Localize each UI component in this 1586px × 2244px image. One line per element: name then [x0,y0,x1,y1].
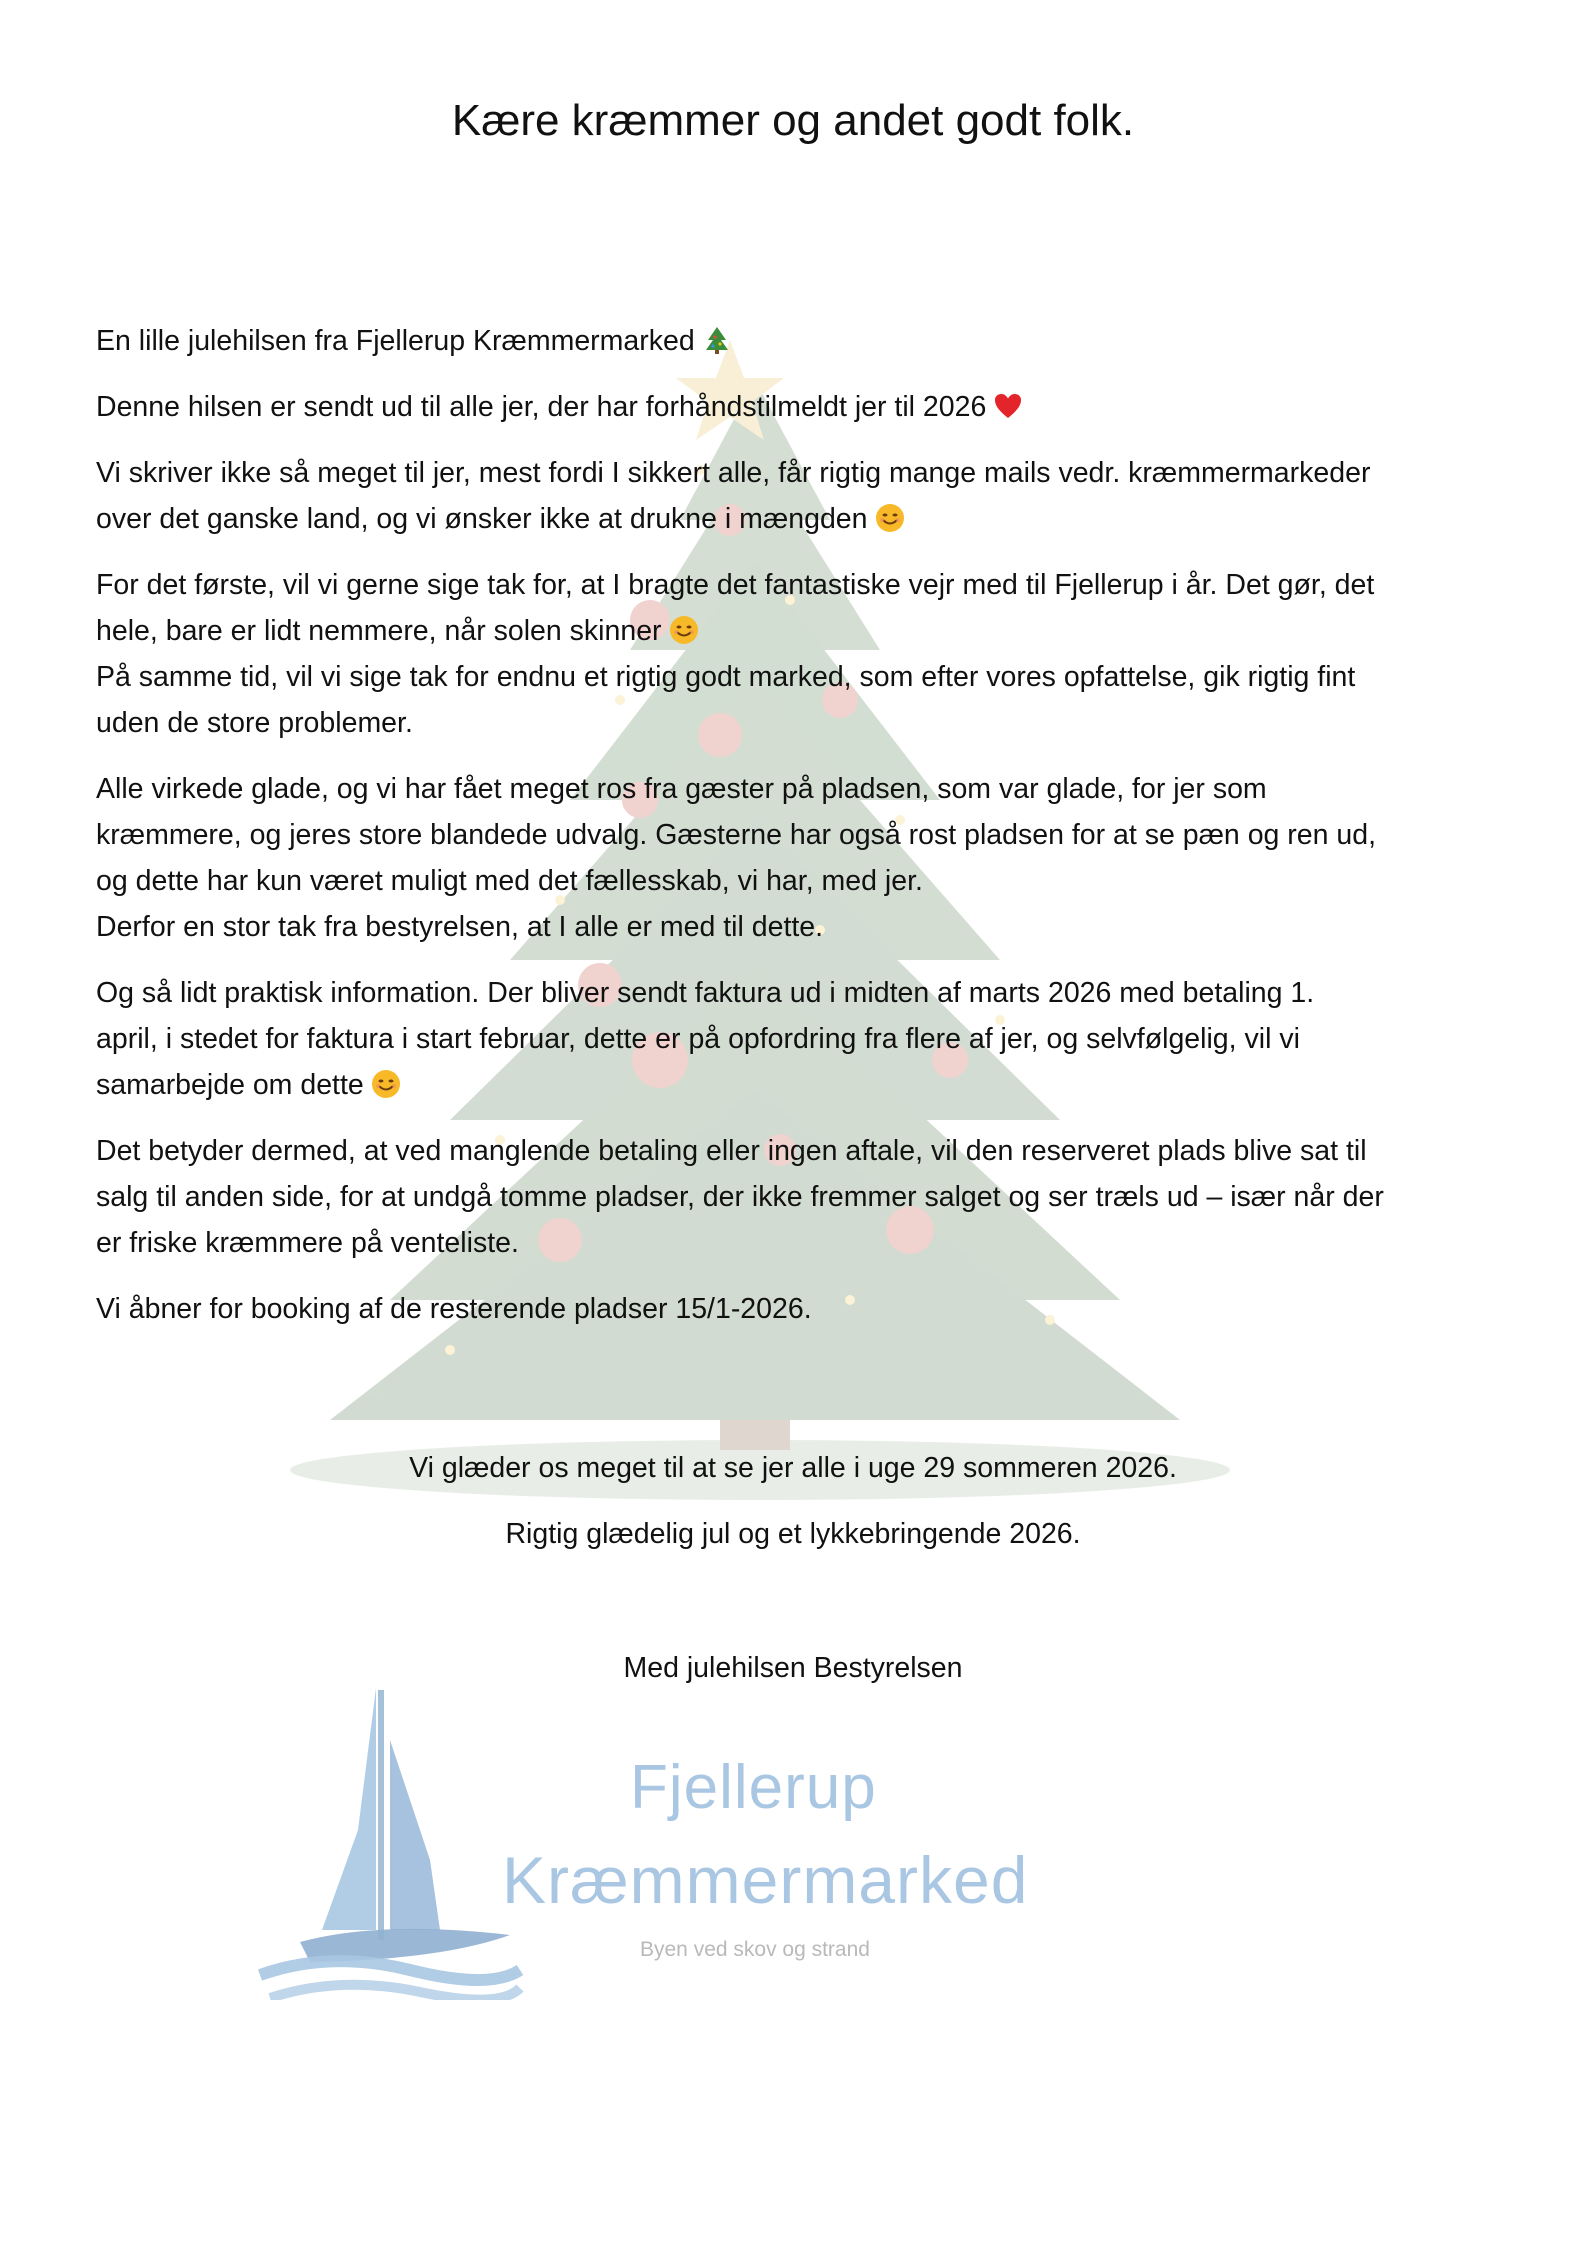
christmas-tree-emoji [701,324,733,356]
paragraph-line: Alle virkede glade, og vi har fået meget ros fra gæster på pladsen, som var glade, for jer som [96,773,1267,805]
smiling-face-emoji [874,502,906,534]
paragraph-line: samarbejde om dette [96,1069,364,1101]
letter-paragraph [96,384,1516,430]
letter-paragraph [96,970,1516,1108]
letter-paragraph [96,450,1516,542]
paragraph-line: Og så lidt praktisk information. Der bliver sendt faktura ud i midten af marts 2026 med betaling 1. [96,977,1315,1009]
smiling-face-emoji [668,614,700,646]
paragraph-line: For det første, vil vi gerne sige tak for, at I bragte det fantastiske vejr med til Fjellerup i år. Det gør, det [96,569,1375,601]
red-heart-emoji [992,390,1024,422]
smiling-face-emoji [370,1068,402,1100]
paragraph-line: april, i stedet for faktura i start februar, dette er på opfordring fra flere af jer, og selvfølgelig, vil vi [96,1023,1300,1055]
paragraph-line: Derfor en stor tak fra bestyrelsen, at I alle er med til dette. [96,911,824,943]
paragraph-line: og dette har kun været muligt med det fællesskab, vi har, med jer. [96,865,923,897]
letter-paragraph [96,562,1516,746]
logo-name-line1: Fjellerup [630,1753,877,1822]
letter-paragraph [96,766,1516,950]
letter-title: Kære kræmmer og andet godt folk. [451,96,1135,145]
paragraph-line: Vi skriver ikke så meget til jer, mest fordi I sikkert alle, får rigtig mange mails vedr. kræmmermarkeder [96,457,1371,489]
sailboat-icon [240,1680,540,2000]
logo-tagline: Byen ved skov og strand [640,1938,870,1961]
paragraph-line: Det betyder dermed, at ved manglende betaling eller ingen aftale, vil den reserveret plads blive sat til [96,1135,1367,1167]
paragraph-line: kræmmere, og jeres store blandede udvalg. Gæsterne har også rost pladsen for at se pæn og ren ud, [96,819,1377,851]
paragraph-line: hele, bare er lidt nemmere, når solen skinner [96,615,662,647]
paragraph-line: uden de store problemer. [96,707,413,739]
letter-paragraph [96,1286,1516,1332]
paragraph-line: Vi åbner for booking af de resterende pladser 15/1-2026. [96,1293,812,1325]
paragraph-line: Denne hilsen er sendt ud til alle jer, der har forhåndstilmeldt jer til 2026 [96,391,987,423]
fjellerup-logo [240,1680,1060,2000]
letter-paragraph [96,1128,1516,1266]
paragraph-line: over det ganske land, og vi ønsker ikke at drukne i mængden [96,503,868,535]
closing-line: Vi glæder os meget til at se jer alle i uge 29 sommeren 2026. [409,1452,1177,1484]
logo-name-line2: Kræmmermarked [502,1843,1029,1917]
paragraph-line: På samme tid, vil vi sige tak for endnu et rigtig godt marked, som efter vores opfattelse, gik rigtig fint [96,661,1356,693]
signature: Med julehilsen Bestyrelsen [623,1652,963,1684]
letter-body [96,318,1516,1352]
letter-paragraph [96,318,1516,364]
paragraph-line: salg til anden side, for at undgå tomme pladser, der ikke fremmer salget og ser træls ud – især når der [96,1181,1384,1213]
paragraph-line: er friske kræmmere på venteliste. [96,1227,519,1259]
closing-greeting: Rigtig glædelig jul og et lykkebringende 2026. [505,1518,1081,1550]
paragraph-line: En lille julehilsen fra Fjellerup Kræmmermarked [96,325,695,357]
